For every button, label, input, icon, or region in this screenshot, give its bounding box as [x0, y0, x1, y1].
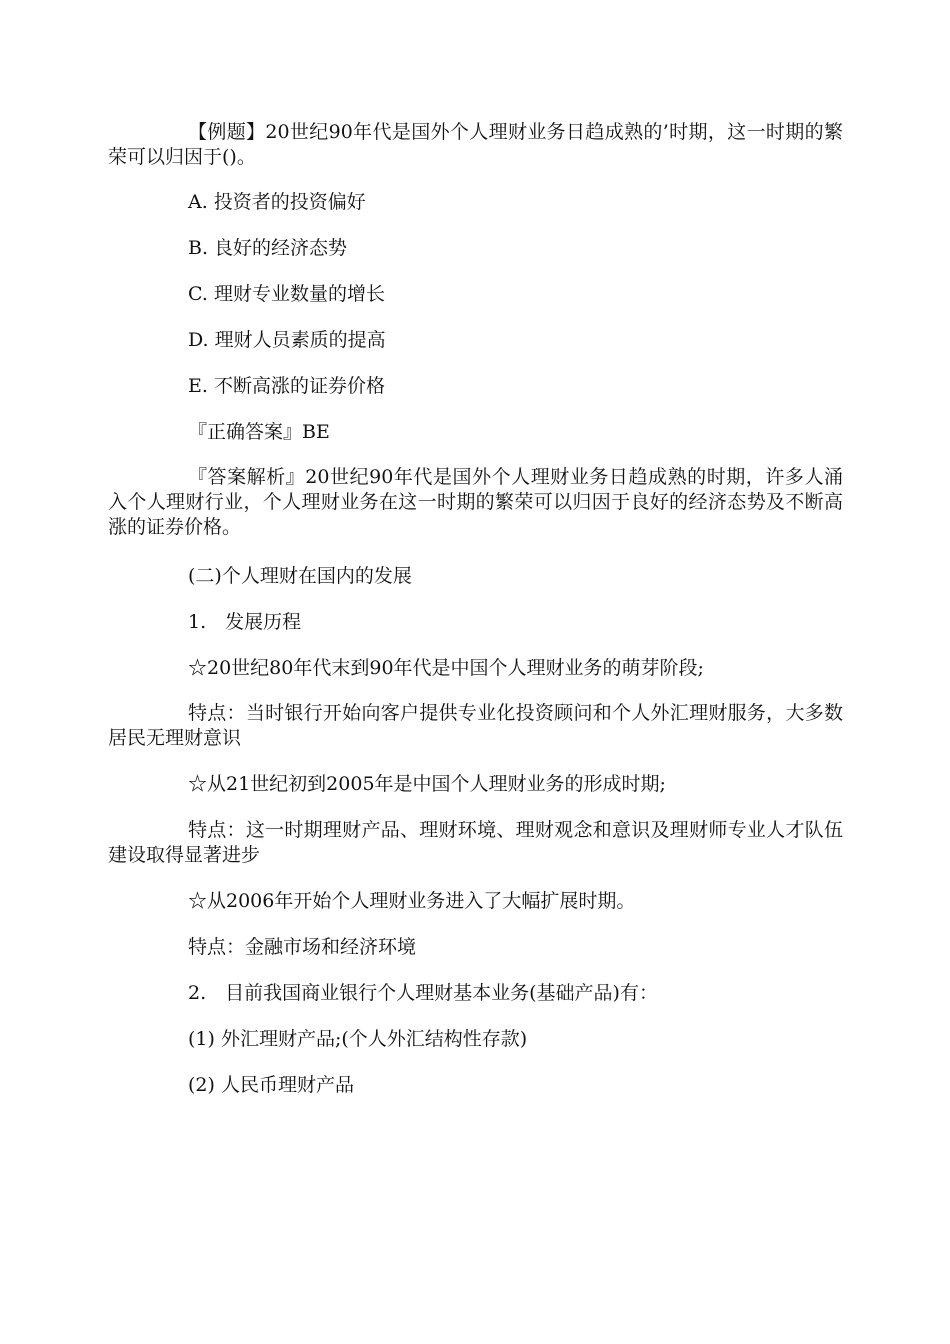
option-d: D. 理财人员素质的提高	[188, 329, 386, 351]
answer-explanation: 『答案解析』20世纪90年代是国外个人理财业务日趋成熟的时期，许多人涌入个人理财行业，个人理财业务在这一时期的繁荣可以归因于良好的经济态势及不断高涨的证券价格。	[108, 466, 843, 538]
stage-item-3: ☆从2006年开始个人理财业务进入了大幅扩展时期。	[188, 890, 636, 912]
option-c: C. 理财专业数量的增长	[188, 283, 385, 305]
example-question: 【例题】20世纪90年代是国外个人理财业务日趋成熟的’时期，这一时期的繁荣可以归因于()。	[108, 121, 843, 168]
option-b: B. 良好的经济态势	[188, 237, 348, 259]
stage-feature-2: 特点：这一时期理财产品、理财环境、理财观念和意识及理财师专业人才队伍建设取得显著进步	[108, 819, 843, 866]
subsection-heading-history: 1. 发展历程	[188, 611, 302, 633]
stage-item-2: ☆从21世纪初到2005年是中国个人理财业务的形成时期;	[188, 773, 666, 795]
stage-feature-1: 特点：当时银行开始向客户提供专业化投资顾问和个人外汇理财服务，大多数居民无理财意识	[108, 702, 843, 749]
stage-feature-3: 特点：金融市场和经济环境	[188, 936, 417, 958]
product-item-2: (2) 人民币理财产品	[188, 1074, 354, 1096]
section-heading: (二)个人理财在国内的发展	[188, 565, 412, 587]
correct-answer: 『正确答案』BE	[188, 421, 330, 443]
stage-item-1: ☆20世纪80年代末到90年代是中国个人理财业务的萌芽阶段;	[188, 657, 704, 679]
option-e: E. 不断高涨的证券价格	[188, 375, 385, 397]
product-item-1: (1) 外汇理财产品;(个人外汇结构性存款)	[188, 1028, 528, 1050]
subsection-heading-products: 2. 目前我国商业银行个人理财基本业务(基础产品)有：	[188, 982, 658, 1004]
option-a: A. 投资者的投资偏好	[188, 191, 366, 213]
